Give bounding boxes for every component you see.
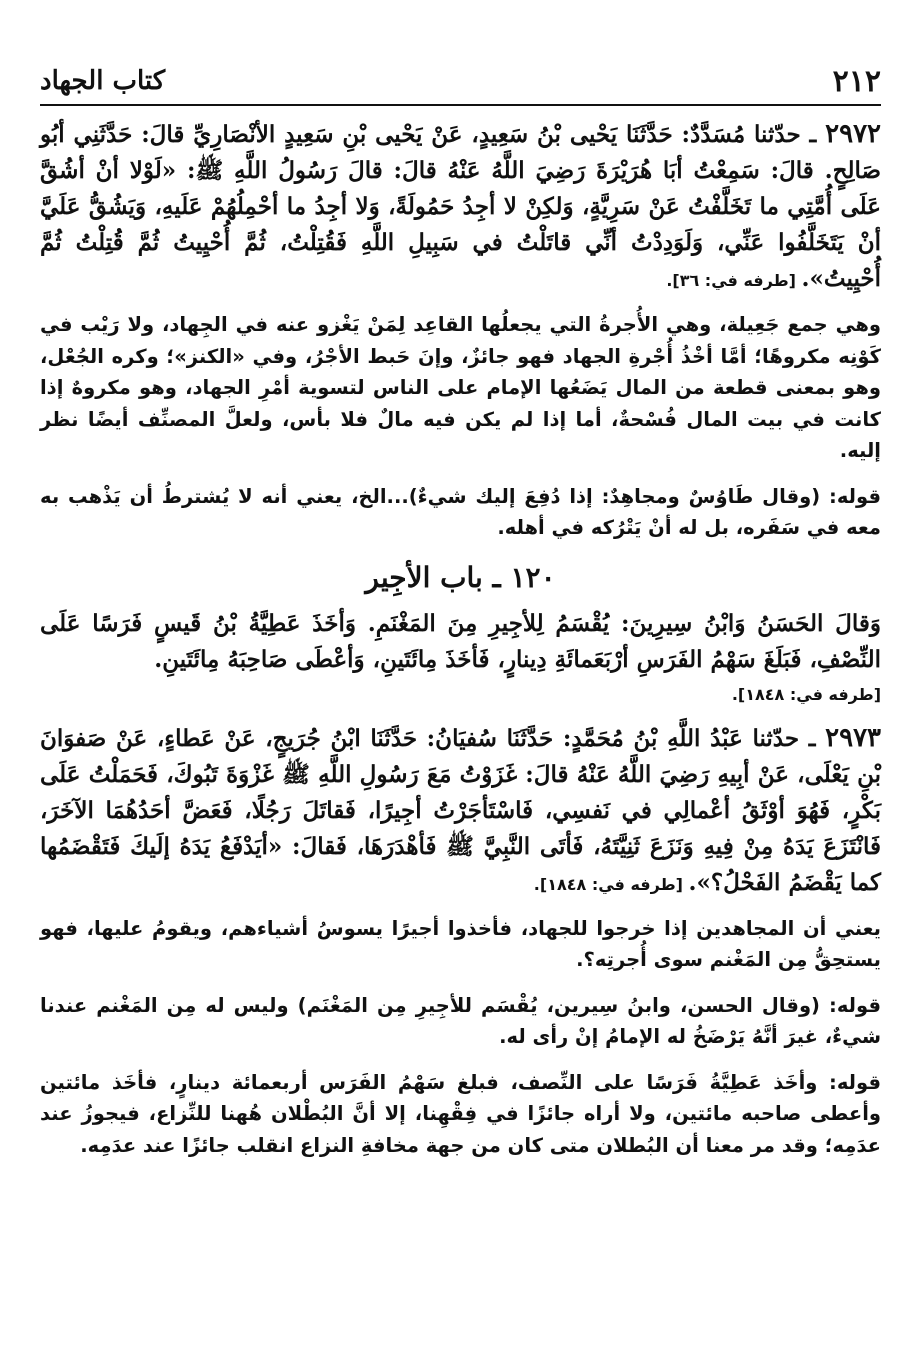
hadith-2972 (40, 116, 881, 299)
chapter-heading: ١٢٠ ـ باب الأجِير (365, 560, 556, 594)
chapter-intro-crossref-line (40, 682, 881, 708)
hadith-2973 (40, 720, 881, 903)
commentary-paragraph: قوله: وأخَذ عَطِيَّةُ فَرَسًا على النِّصف، فبلغ سَهْمُ الفَرَس أربعمائة دينارٍ، فأخَذ مائتين وأعطى صاحبه مائتين، ولا أراه جائزًا في فِقْهِنا، إلا أنَّ البُطْلان هُهنا للنِّزاع، فيجوزُ عند عدَمِه؛ وقد مر معنا أن البُطلان متى كان من جهة مخافةِ النزاع انقلب جائزًا عند عدَمِه. (40, 1070, 881, 1157)
page-header (40, 58, 881, 102)
chapter-intro: وَقالَ الحَسَنُ وَابْنُ سِيرِينَ: يُقْسَمُ لِلأجِيرِ مِنَ المَغْنَمِ. وَأخَذَ عَطِيَّةُ بْنُ قَيسٍ فَرَسًا عَلَى النِّصْفِ، فَبَلَغَ سَهْمُ الفَرَسِ أرْبَعَمائَةِ دِينارٍ، فَأخَذَ مِائَتَينِ، وَأعْطَى صَاحِبَهُ مِائَتَينِ. (40, 609, 881, 673)
header-divider (40, 104, 881, 106)
page-number: ٢١٢ (832, 64, 881, 99)
hadith-number: ٢٩٧٢ (825, 119, 881, 149)
commentary-paragraph: يعني أن المجاهدين إذا خرجوا للجهاد، فأخذوا أجيرًا يسوسُ أشياءهم، ويقومُ عليها، فهو يستحِقُّ مِن المَغْنم سوى أُجرتِه؟. (40, 916, 881, 971)
hadith-text: ـ حدّثنا عَبْدُ اللَّهِ بْنُ مُحَمَّدٍ: حَدَّثَنَا سُفيَانُ: حَدَّثَنَا ابْنُ جُرَيجٍ، عَنْ عَطاءٍ، عَنْ صَفوَانَ بْنِ يَعْلَى، عَنْ أبِيهِ رَضِيَ اللَّهُ عَنْهُ قالَ: غَزَوْتُ مَعَ رَسُولِ اللَّهِ ﷺ غَزْوَةَ تَبُوكَ، فَحَمَلْتُ عَلَى بَكْرٍ، فَهُوَ أوْثَقُ أعْمالِي في نَفسِي، فَاسْتَأجَرْتُ أجِيرًا، فَقاتَلَ رَجُلًا، فَعَضَّ أحَدُهُمَا الآخَرَ، فَانْتَزَعَ يَدَهُ مِنْ فِيهِ وَنَزَعَ ثَنِيَّتَهُ، فَأتَى النَّبِيَّ ﷺ فَأهْدَرَهَا، فَقالَ: «أيَدْفَعُ يَدَهُ إلَيكَ فَتَقْضَمُها كما يَقْضَمُ الفَحْلُ؟». (40, 724, 881, 896)
commentary-paragraph: قوله: (وقال الحسن، وابنُ سِيرين، يُقْسَم للأجِيرِ مِن المَغْنَم) وليس له مِن المَغْنم عندنا شيءٌ، غيرَ أنَّهُ يَرْضَخُ له الإمامُ إنْ رأى له. (40, 993, 881, 1048)
hadith-crossref: [طرفه في: ١٨٤٨]. (533, 874, 689, 894)
hadith-crossref: [طرفه في: ٣٦]. (666, 271, 802, 290)
page-body (40, 116, 881, 1175)
commentary-paragraph: وهي جمع جَعِيلة، وهي الأُجرةُ التي يجعلُها القاعِد لِمَنْ يَغْزو عنه في الجِهاد، ولا رَيْب في كَوْنِه مكروهًا؛ أمَّا أخْذُ أُجْرةِ الجهاد فهو جائزٌ، وإنَ حَبط الأجْرُ، وفي «الكنز»؛ وكره الجُعْل، وهو بمعنى قطعة من المال يَضَعُها الإمام على الناس لتسوية أمْرِ الجهاد، وهو مكروهٌ إذا كانت في بيت المال فُسْحةٌ، أما إذا لم يكن فيه مالٌ فلا بأس، ولعلَّ المصنِّف أيضًا نظر إليه. (40, 313, 881, 462)
book-title: كتاب الجهاد (40, 66, 166, 96)
hadith-text: ـ حدّثنا مُسَدَّدٌ: حَدَّثَنَا يَحْيى بْنُ سَعِيدٍ، عَنْ يَحْيى بْنِ سَعِيدٍ الأنْصَارِيِّ قالَ: حَدَّثَنِي أبُو صَالِحٍ. قالَ: سَمِعْتُ أبَا هُرَيْرَةَ رَضِيَ اللَّهُ عَنْهُ قالَ: قالَ رَسُولُ اللَّهِ ﷺ: «لَوْلا أنْ أشُقَّ عَلَى أُمَّتِي ما تَخَلَّفْتُ عَنْ سَرِيَّةٍ، وَلكِنْ لا أجِدُ حَمُولَةً، وَلا أجِدُ ما أحْمِلُهُمْ عَلَيهِ، وَيَشُقُّ عَلَيَّ أنْ يَتَخَلَّفُوا عَنِّي، وَلَوَدِدْتُ أنِّي قاتَلْتُ في سَبِيلِ اللَّهِ فَقُتِلْتُ، ثُمَّ أُحْيِيتُ ثُمَّ قُتِلْتُ ثُمَّ أُحْيِيتُ». (40, 121, 881, 292)
commentary-paragraph: قوله: (وقال طَاوُسٌ ومجاهِدٌ: إذا دُفِعَ إليك شيءٌ)...الخ، يعني أنه لا يُشترطُ أن يَذْهب به معه في سَفَره، بل له أنْ يَتْرُكه في أهله. (40, 484, 881, 539)
hadith-number: ٢٩٧٣ (825, 722, 881, 753)
chapter-intro-crossref: [طرفه في: ١٨٤٨]. (731, 684, 881, 704)
